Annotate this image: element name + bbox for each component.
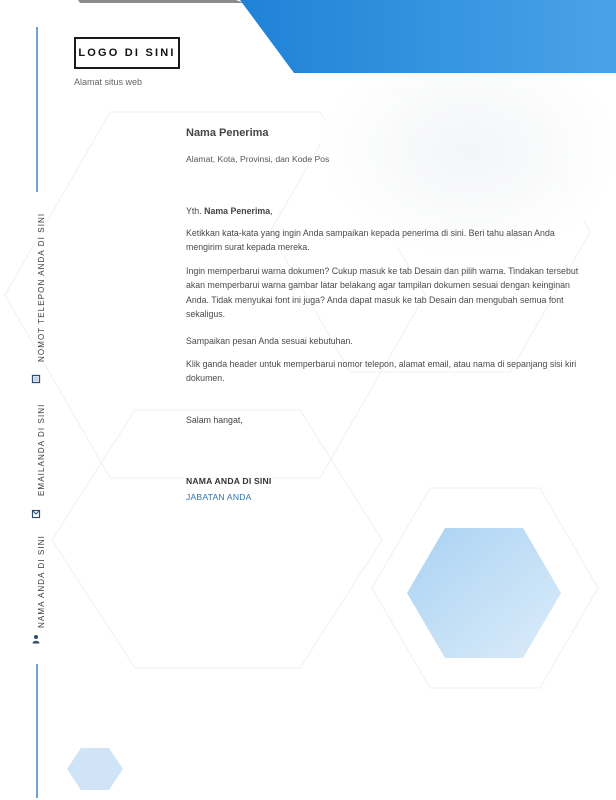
sidebar-name-text[interactable]: NAMA ANDA DI SINI xyxy=(37,535,46,628)
top-grey-strip xyxy=(78,0,244,3)
paragraph-4[interactable]: Klik ganda header untuk memperbarui nomor telepon, alamat email, atau nama di sepanjang sisi kiri dokumen. xyxy=(186,359,577,384)
closing[interactable]: Salam hangat, xyxy=(186,415,243,425)
small-blue-hexagon xyxy=(67,748,123,790)
salutation-suffix: , xyxy=(270,206,273,216)
recipient-address[interactable]: Alamat, Kota, Provinsi, dan Kode Pos xyxy=(186,154,330,164)
logo-placeholder[interactable]: LOGO DI SINI xyxy=(74,37,180,69)
person-icon xyxy=(31,631,41,641)
sender-name[interactable]: NAMA ANDA DI SINI xyxy=(186,476,272,486)
sidebar-email-text[interactable]: EMAILANDA DI SINI xyxy=(37,403,46,496)
top-blue-banner xyxy=(240,0,616,73)
paragraph-3[interactable]: Sampaikan pesan Anda sesuai kebutuhan. xyxy=(186,336,353,346)
sidebar-phone-text[interactable]: NOMOT TELEPON ANDA DI SINI xyxy=(37,212,46,362)
recipient-name[interactable]: Nama Penerima xyxy=(186,127,269,139)
large-blue-hexagon xyxy=(407,528,561,658)
phone-icon xyxy=(31,371,41,381)
salutation-name: Nama Penerima xyxy=(204,206,271,216)
paragraph-1[interactable]: Ketikkan kata-kata yang ingin Anda sampaikan kepada penerima di sini. Beri tahu alasan Anda mengirim surat kepada mereka. xyxy=(186,228,555,253)
paragraph-2[interactable]: Ingin memperbarui warna dokumen? Cukup masuk ke tab Desain dan pilih warna. Tindakan tersebut akan memperbarui warna gambar latar belakang agar tampilan dokumen sesuai dengan keinginan Anda. Tidak menyukai font ini juga? Anda dapat masuk ke tab Desain dan mengubah semua font sekaligus. xyxy=(186,266,579,319)
salutation[interactable] xyxy=(186,204,273,218)
website-text[interactable]: Alamat situs web xyxy=(74,77,143,87)
sender-title[interactable]: JABATAN ANDA xyxy=(186,492,252,502)
salutation-prefix: Yth. xyxy=(186,206,205,216)
sidebar-line-top xyxy=(36,27,38,192)
sidebar-line-bottom xyxy=(36,664,38,798)
email-icon xyxy=(31,506,41,516)
